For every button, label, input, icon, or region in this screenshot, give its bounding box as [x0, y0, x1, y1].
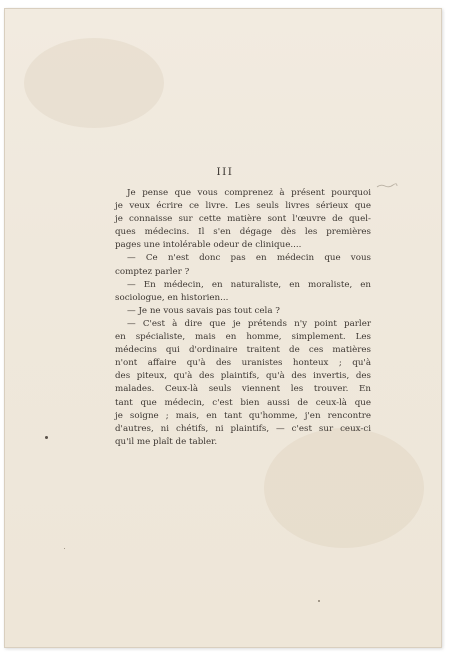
ink-speck [318, 600, 320, 602]
text-line: — Je ne vous savais pas tout cela ? [127, 305, 280, 316]
text-line: tant que médecin, c'est bien aussi de ceux-là que [115, 397, 371, 408]
text-line: médecins qui d'ordinaire traitent de ces matières [115, 345, 371, 356]
text-line: sociologue, en historien... [115, 292, 229, 303]
text-line: je veux écrire ce livre. Les seuls livres sérieux que [115, 201, 371, 212]
text-line: n'ont affaire qu'à des uranistes honteux ; qu'à [115, 358, 371, 369]
text-line: ques médecins. Il s'en dégage dès les premières [115, 227, 371, 238]
text-line: — C'est à dire que je prétends n'y point parler [127, 318, 371, 329]
ink-dot [45, 436, 48, 439]
text-line: comptez parler ? [115, 266, 190, 277]
text-line: d'autres, ni chétifs, ni plaintifs, — c'est sur ceux-ci [115, 423, 371, 434]
paper-stain [24, 38, 164, 128]
text-line: je soigne ; mais, en tant qu'homme, j'en rencontre [115, 410, 371, 421]
text-line: — Ce n'est donc pas en médecin que vous [127, 253, 371, 264]
text-line: des piteux, qu'à des plaintifs, qu'à des invertis, des [115, 371, 371, 382]
ink-speck [64, 548, 65, 549]
text-line: pages une intolérable odeur de clinique.... [115, 240, 302, 251]
text-line: en spécialiste, mais en homme, simplement. Les [115, 332, 371, 343]
pencil-mark [376, 183, 398, 189]
text-line: — En médecin, en naturaliste, en moraliste, en [127, 279, 371, 290]
text-line: Je pense que vous comprenez à présent pourquoi [127, 188, 371, 198]
body-text [115, 187, 371, 449]
text-line: qu'il me plaît de tabler. [115, 436, 218, 447]
text-line: malades. Ceux-là seuls viennent les trouver. En [115, 384, 371, 395]
text-line: je connaisse sur cette matière sont l'œuvre de quel- [115, 214, 371, 225]
chapter-heading: III [216, 166, 234, 178]
